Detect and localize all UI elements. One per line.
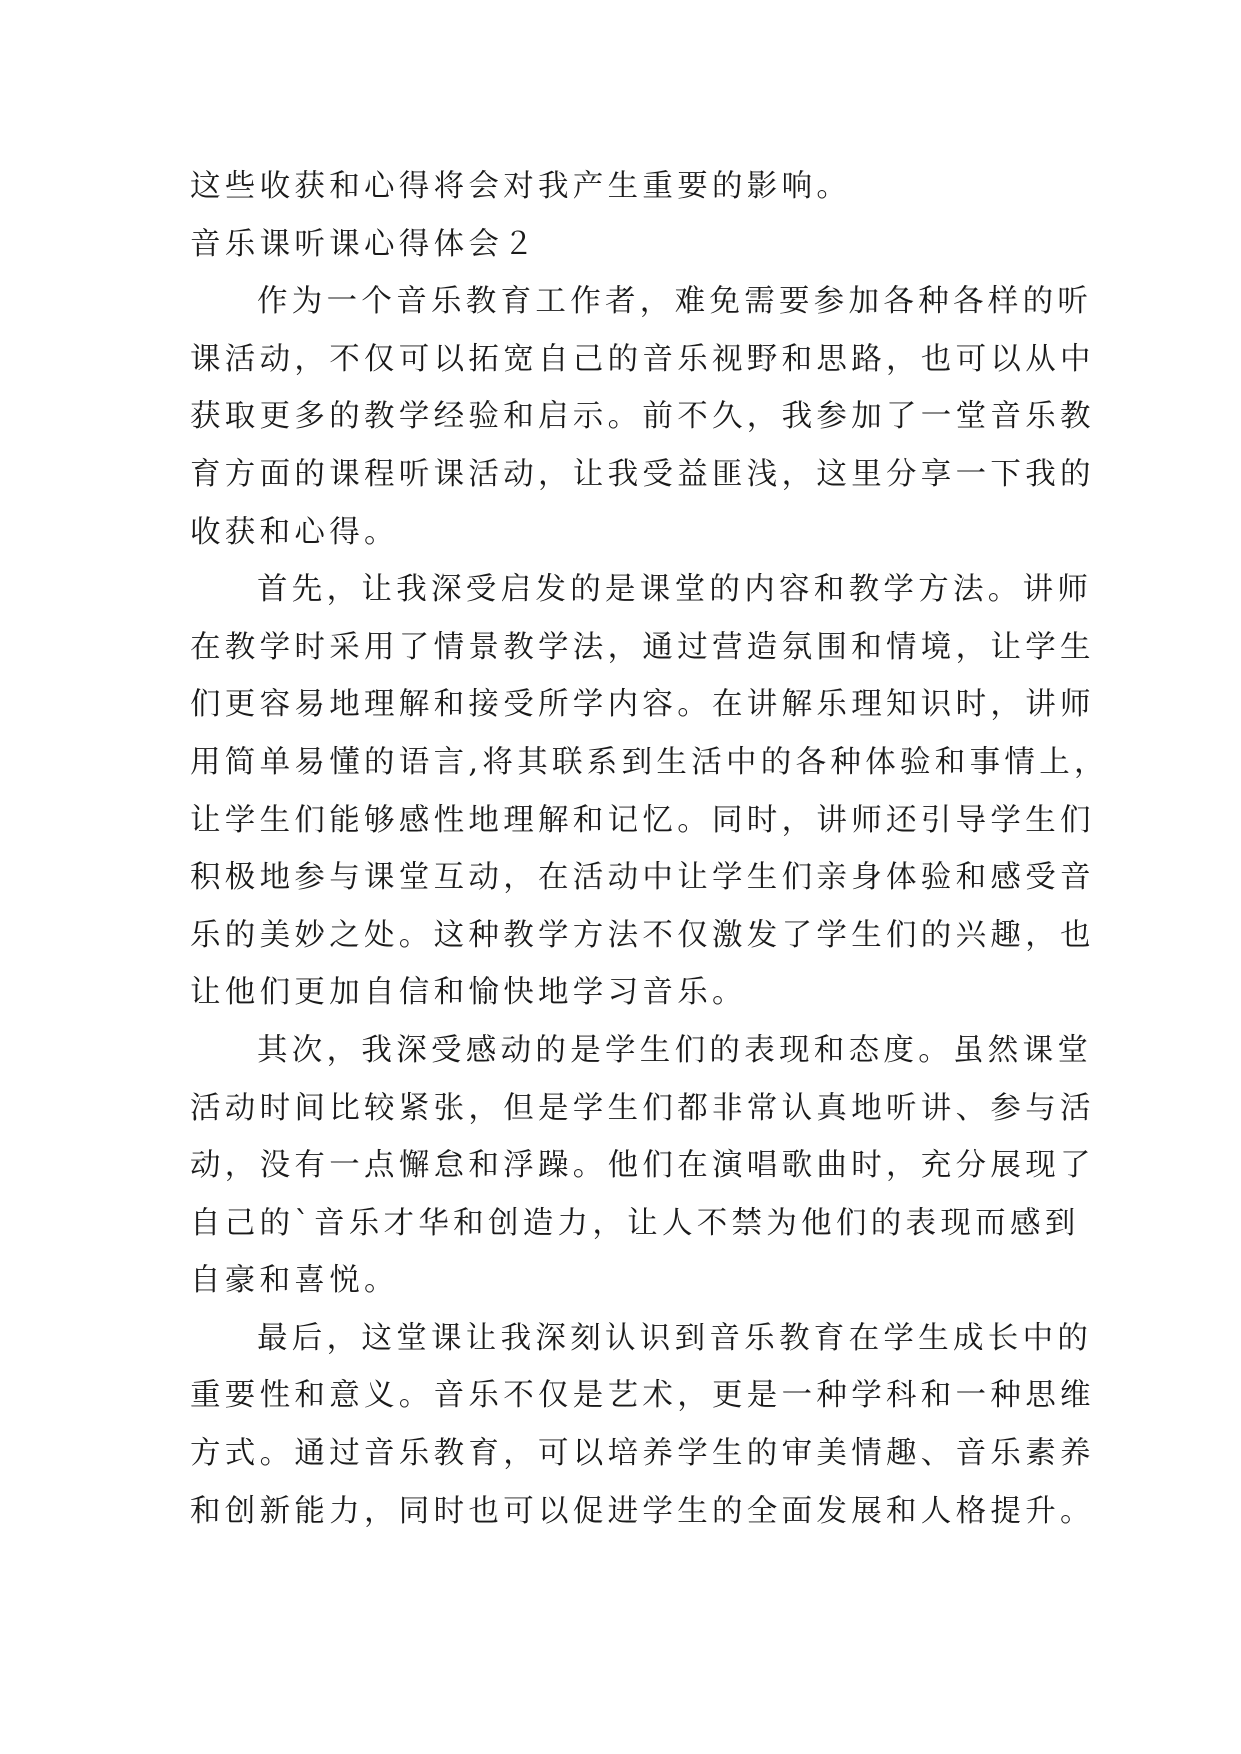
text-line: 重要性和意义。音乐不仅是艺术，更是一种学科和一种思维 (190, 1378, 1095, 1414)
text-line: 动，没有一点懈怠和浮躁。他们在演唱歌曲时，充分展现了 (190, 1148, 1095, 1184)
text-line: 乐的美妙之处。这种教学方法不仅激发了学生们的兴趣，也 (190, 917, 1095, 953)
text-line: 积极地参与课堂互动，在活动中让学生们亲身体验和感受音 (190, 860, 1095, 896)
section-heading: 音乐课听课心得体会２ (190, 226, 538, 262)
text-line: 和创新能力，同时也可以促进学生的全面发展和人格提升。 (190, 1493, 1095, 1529)
text-line: 作为一个音乐教育工作者，难免需要参加各种各样的听 (257, 284, 1093, 320)
text-line: 收获和心得。 (190, 514, 399, 550)
text-line: 方式。通过音乐教育，可以培养学生的审美情趣、音乐素养 (190, 1436, 1095, 1472)
document-body (190, 158, 1109, 1540)
text-line: 活动时间比较紧张，但是学生们都非常认真地听讲、参与活 (190, 1090, 1095, 1126)
text-line: 在教学时采用了情景教学法，通过营造氛围和情境，让学生 (190, 629, 1095, 665)
text-line: 首先，让我深受启发的是课堂的内容和教学方法。讲师 (257, 572, 1093, 608)
text-line: 最后，这堂课让我深刻认识到音乐教育在学生成长中的 (257, 1320, 1093, 1356)
text-line: 自己的`音乐才华和创造力，让人不禁为他们的表现而感到 (190, 1205, 1080, 1241)
text-line: 育方面的课程听课活动，让我受益匪浅，这里分享一下我的 (190, 456, 1095, 492)
text-line: 其次，我深受感动的是学生们的表现和态度。虽然课堂 (257, 1032, 1093, 1068)
text-line: 课活动，不仅可以拓宽自己的音乐视野和思路，也可以从中 (190, 341, 1095, 377)
text-line: 让学生们能够感性地理解和记忆。同时，讲师还引导学生们 (190, 802, 1095, 838)
text-line: 用简单易懂的语言,将其联系到生活中的各种体验和事情上， (190, 744, 1109, 780)
text-line: 们更容易地理解和接受所学内容。在讲解乐理知识时，讲师 (190, 687, 1095, 723)
text-line: 自豪和喜悦。 (190, 1263, 399, 1299)
text-line: 这些收获和心得将会对我产生重要的影响。 (190, 169, 852, 204)
text-line: 获取更多的教学经验和启示。前不久，我参加了一堂音乐教 (190, 399, 1095, 435)
text-line: 让他们更加自信和愉快地学习音乐。 (190, 975, 747, 1011)
